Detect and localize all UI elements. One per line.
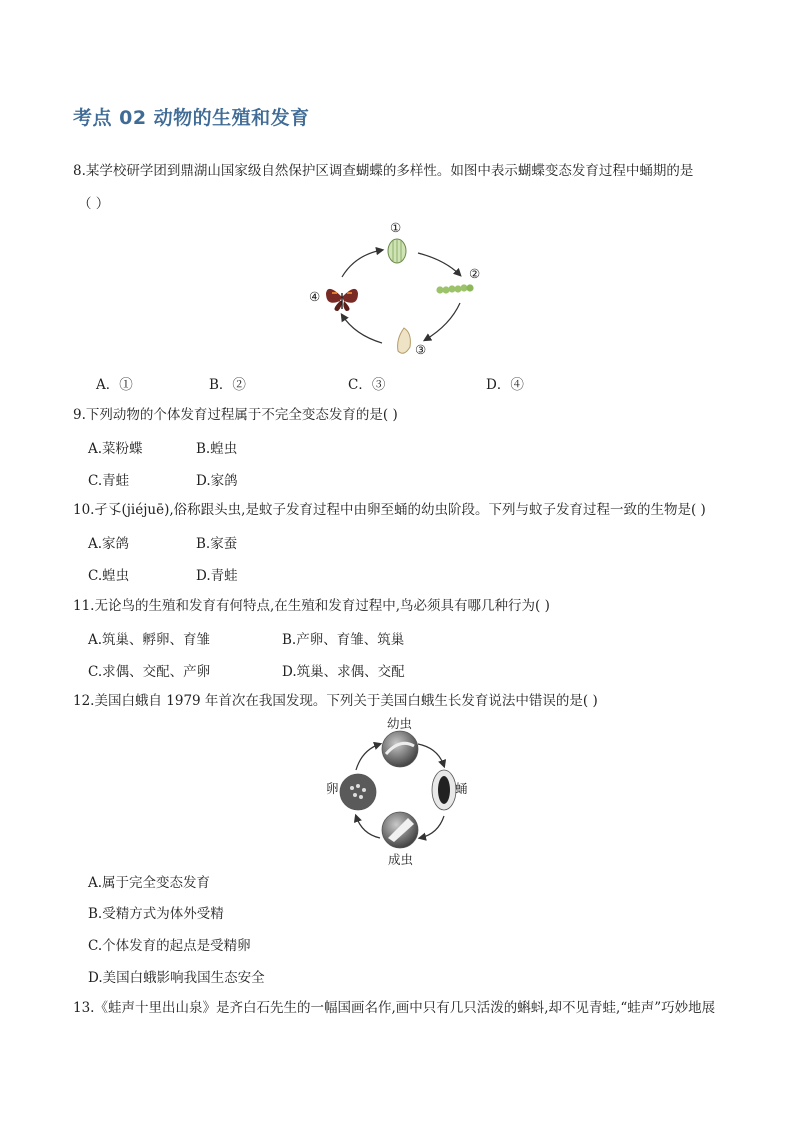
question-12-stem: 12.美国白蛾自 1979 年首次在我国发现。下列关于美国白蛾生长发育说法中错误的是( ) [73,693,598,709]
q9-option-a: A.菜粉蝶 [88,441,143,457]
section-title: 考点 02 动物的生殖和发育 [73,107,310,129]
caterpillar-icon [436,284,473,293]
moth-label-larva: 幼虫 [387,716,413,731]
q11-option-b: B.产卵、育雏、筑巢 [282,632,405,648]
q8-option-a: A．① [96,377,133,393]
figure-label-1: ① [390,220,402,235]
q9-option-c: C.青蛙 [88,473,130,489]
egg-icon [388,239,406,263]
q11-option-c: C.求偶、交配、产卵 [88,664,211,680]
question-8-stem: 8.某学校研学团到鼎湖山国家级自然保护区调查蝴蝶的多样性。如图中表示蝴蝶变态发育过程中蛹期的是 [73,163,694,179]
question-9-stem: 9.下列动物的个体发育过程属于不完全变态发育的是( ) [73,407,398,423]
q10-option-a: A.家鸽 [88,536,130,552]
eggs-photo-icon [340,774,376,810]
cycle-arrow-3-4 [342,315,382,343]
q12-option-c: C.个体发育的起点是受精卵 [88,938,251,954]
question-10-stem: 10.孑孓(jiéjuē),俗称跟头虫,是蚊子发育过程中由卵至蛹的幼虫阶段。下列与蚊子发育过程一致的生物是( ) [73,502,706,518]
q12-option-a: A.属于完全变态发育 [88,875,211,891]
figure-label-3: ③ [415,342,427,357]
q12-option-d: D.美国白蛾影响我国生态安全 [88,970,265,986]
q8-option-c: C．③ [348,377,386,393]
butterfly-icon [326,289,358,311]
moth-label-egg: 卵 [326,781,339,796]
question-13-stem: 13.《蛙声十里出山泉》是齐白石先生的一幅国画名作,画中只有几只活泼的蝌蚪,却不见青蛙,“蛙声”巧妙地展 [73,1000,716,1016]
q11-option-a: A.筑巢、孵卵、育雏 [88,632,211,648]
adult-moth-icon [382,812,418,848]
butterfly-lifecycle-diagram [300,215,500,365]
q8-option-d: D．④ [486,377,524,393]
pupa-icon [398,328,411,353]
q10-option-b: B.家蚕 [196,536,238,552]
q12-option-b: B.受精方式为体外受精 [88,906,224,922]
figure-label-2: ② [469,266,481,281]
figure-label-4: ④ [309,289,321,304]
cycle-arrow-4-1 [342,250,382,277]
cycle-arrow-2-3 [425,303,460,340]
q10-option-d: D.青蛙 [196,568,238,584]
larva-icon [382,731,418,767]
q8-option-b: B．② [209,377,246,393]
moth-label-adult: 成虫 [388,852,414,867]
q9-option-d: D.家鸽 [196,473,238,489]
question-8-answer-paren: （ ） [78,196,110,212]
q9-option-b: B.蝗虫 [196,441,238,457]
cycle-arrow-1-2 [418,253,460,275]
pupa-photo-icon [432,770,456,810]
q10-option-c: C.蝗虫 [88,568,130,584]
q11-option-d: D.筑巢、求偶、交配 [282,664,405,680]
question-11-stem: 11.无论鸟的生殖和发育有何特点,在生殖和发育过程中,鸟必须具有哪几种行为( ) [73,598,550,614]
moth-label-pupa: 蛹 [455,781,468,796]
